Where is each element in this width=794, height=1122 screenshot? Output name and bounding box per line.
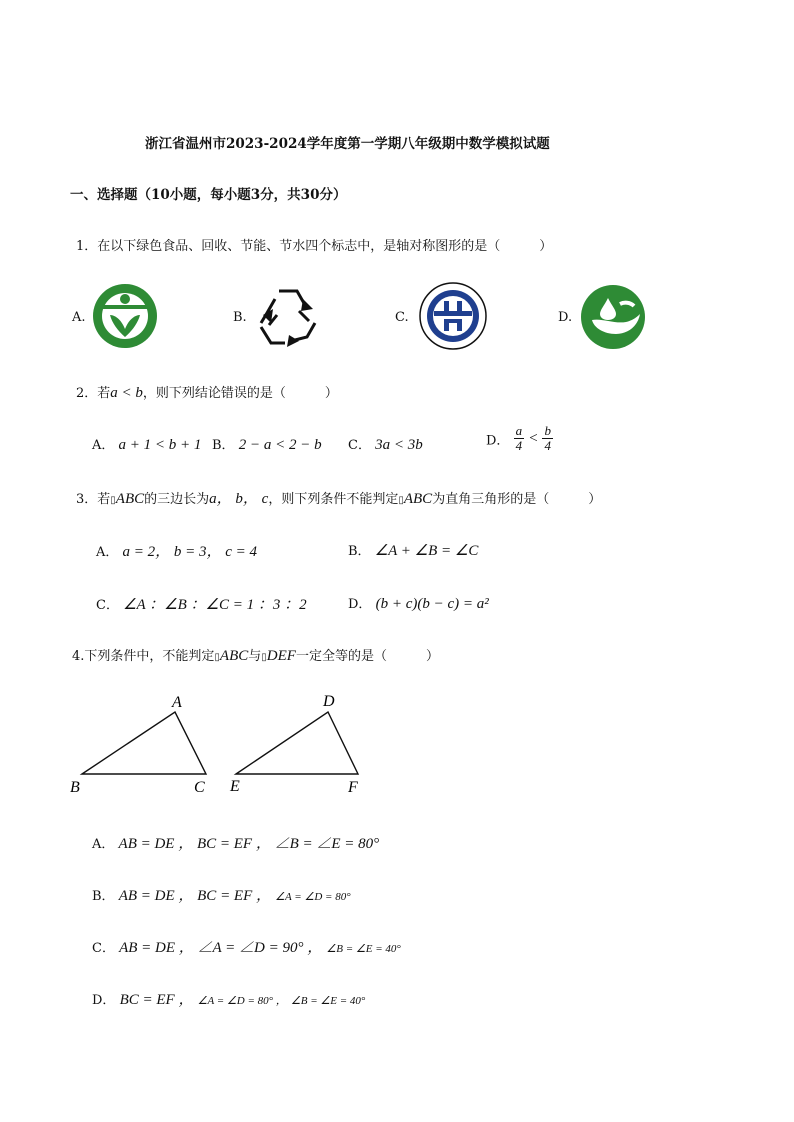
energy-saving-logo-icon [418,281,488,351]
q1-option-c-label: C. [395,310,409,325]
triangles-figure [60,690,380,800]
q2-option-c [348,434,423,454]
recycle-logo-icon [255,285,321,349]
q4-b-math1: AB = DE ， BC = EF ， [118,888,272,904]
q3-stem-pre: 3．若 [76,492,111,507]
q4-d-math2: ∠A = ∠D = 80° ， [197,995,287,1007]
q2-c-label: C． [348,438,371,453]
q1-option-b-label: B. [233,310,247,325]
q2-d-lt: < [528,430,539,447]
question-2-stem [76,382,338,402]
vertex-c: C [194,779,205,796]
page-title: 浙江省温州市2023-2024学年度第一学期八年级期中数学模拟试题 [145,136,550,152]
q3-triangle-box-2: ▯ [398,495,404,506]
q3-option-d [348,593,489,613]
triangle-def [236,712,358,774]
q3-a-label: A． [96,545,119,560]
q3-stem-abc: ABC [115,491,145,507]
q3-triangle-box: ▯ [110,495,116,506]
q2-stem-pre: 2．若 [76,386,111,401]
q4-option-a [92,832,379,853]
question-1-stem: 1．在以下绿色食品、回收、节能、节水四个标志中，是轴对称图形的是（ ） [76,239,553,254]
triangle-abc [82,712,206,774]
q4-option-b [92,884,351,905]
q3-stem-sides: a， b， c [209,491,269,507]
q4-d-math3: ∠B = ∠E = 40° [290,995,366,1007]
q1-option-d-label: D. [558,310,573,325]
section-heading: 一、选择题（10小题，每小题3分，共30分） [70,187,347,203]
q3-c-label: C． [96,598,119,613]
q3-stem-abc-2: ABC [403,491,433,507]
vertex-e: E [230,778,240,795]
q4-option-d [92,988,365,1009]
q2-option-b [212,434,322,454]
q4-option-c [92,936,401,957]
q4-d-label: D． [92,993,116,1008]
q3-b-label: B． [348,544,371,559]
q2-b-math: 2 − a < 2 − b [238,437,322,453]
q2-b-label: B． [212,438,235,453]
q2-c-math: 3a < 3b [375,437,423,453]
q3-option-a [96,540,257,561]
q2-d-fraction-1 [514,424,525,454]
q2-stem-math: a < b [110,385,143,401]
q2-d-num1: a [515,423,523,438]
vertex-a: A [172,694,182,711]
q4-stem-post: 一定全等的是（ ） [295,649,439,664]
q4-def: DEF [266,648,296,664]
vertex-f: F [348,779,358,796]
q3-stem-mid: 的三边长为 [144,492,210,507]
q2-d-den1: 4 [515,438,523,454]
question-4-stem [72,645,439,665]
q4-triangle-box: ▯ [214,652,220,663]
q2-d-den2: 4 [544,438,551,454]
q3-option-c [96,593,307,614]
q2-a-math: a + 1 < b + 1 [118,437,202,453]
q3-d-label: D． [348,597,372,612]
q2-a-label: A． [92,438,115,453]
q1-option-a-label: A. [72,310,86,325]
q4-triangle-box-2: ▯ [261,652,267,663]
q4-b-label: B． [92,889,115,904]
q4-a-label: A． [92,837,115,852]
q4-mid: 与 [248,649,262,664]
q3-c-math: ∠A ：∠B ：∠C = 1 ：3 ：2 [123,597,307,613]
q2-option-a [92,434,201,454]
vertex-d: D [323,693,335,710]
q4-c-math1: AB = DE ， ∠A = ∠D = 90° ， [119,940,323,956]
q3-b-math: ∠A + ∠B = ∠C [374,543,479,559]
q2-d-fraction-2 [542,424,553,454]
q2-d-num2: b [544,423,551,438]
q4-stem-pre: 4.下列条件中，不能判定 [72,649,215,664]
q3-a-math: a = 2， b = 3， c = 4 [122,544,258,560]
q4-d-math1: BC = EF ， [119,992,194,1008]
water-saving-logo-icon [580,284,646,350]
question-3-stem [76,487,601,508]
q2-stem-post: ，则下列结论错误的是（ ） [142,386,338,401]
q2-d-label: D． [486,433,510,449]
q2-option-d [486,424,553,454]
q3-option-b [348,540,478,560]
q3-stem-post: 为直角三角形的是（ ） [432,492,602,507]
q4-c-label: C． [92,941,115,956]
q4-b-math2: ∠A = ∠D = 80° [275,891,351,903]
q4-abc: ABC [219,648,249,664]
q4-c-math2: ∠B = ∠E = 40° [326,943,401,955]
q3-d-math: (b + c)(b − c) = a² [375,596,489,612]
q3-stem-mid2: ，则下列条件不能判定 [268,492,399,507]
green-food-logo-icon [92,283,158,349]
vertex-b: B [70,779,80,796]
q4-a-math: AB = DE ， BC = EF ， ∠B = ∠E = 80° [118,836,380,852]
